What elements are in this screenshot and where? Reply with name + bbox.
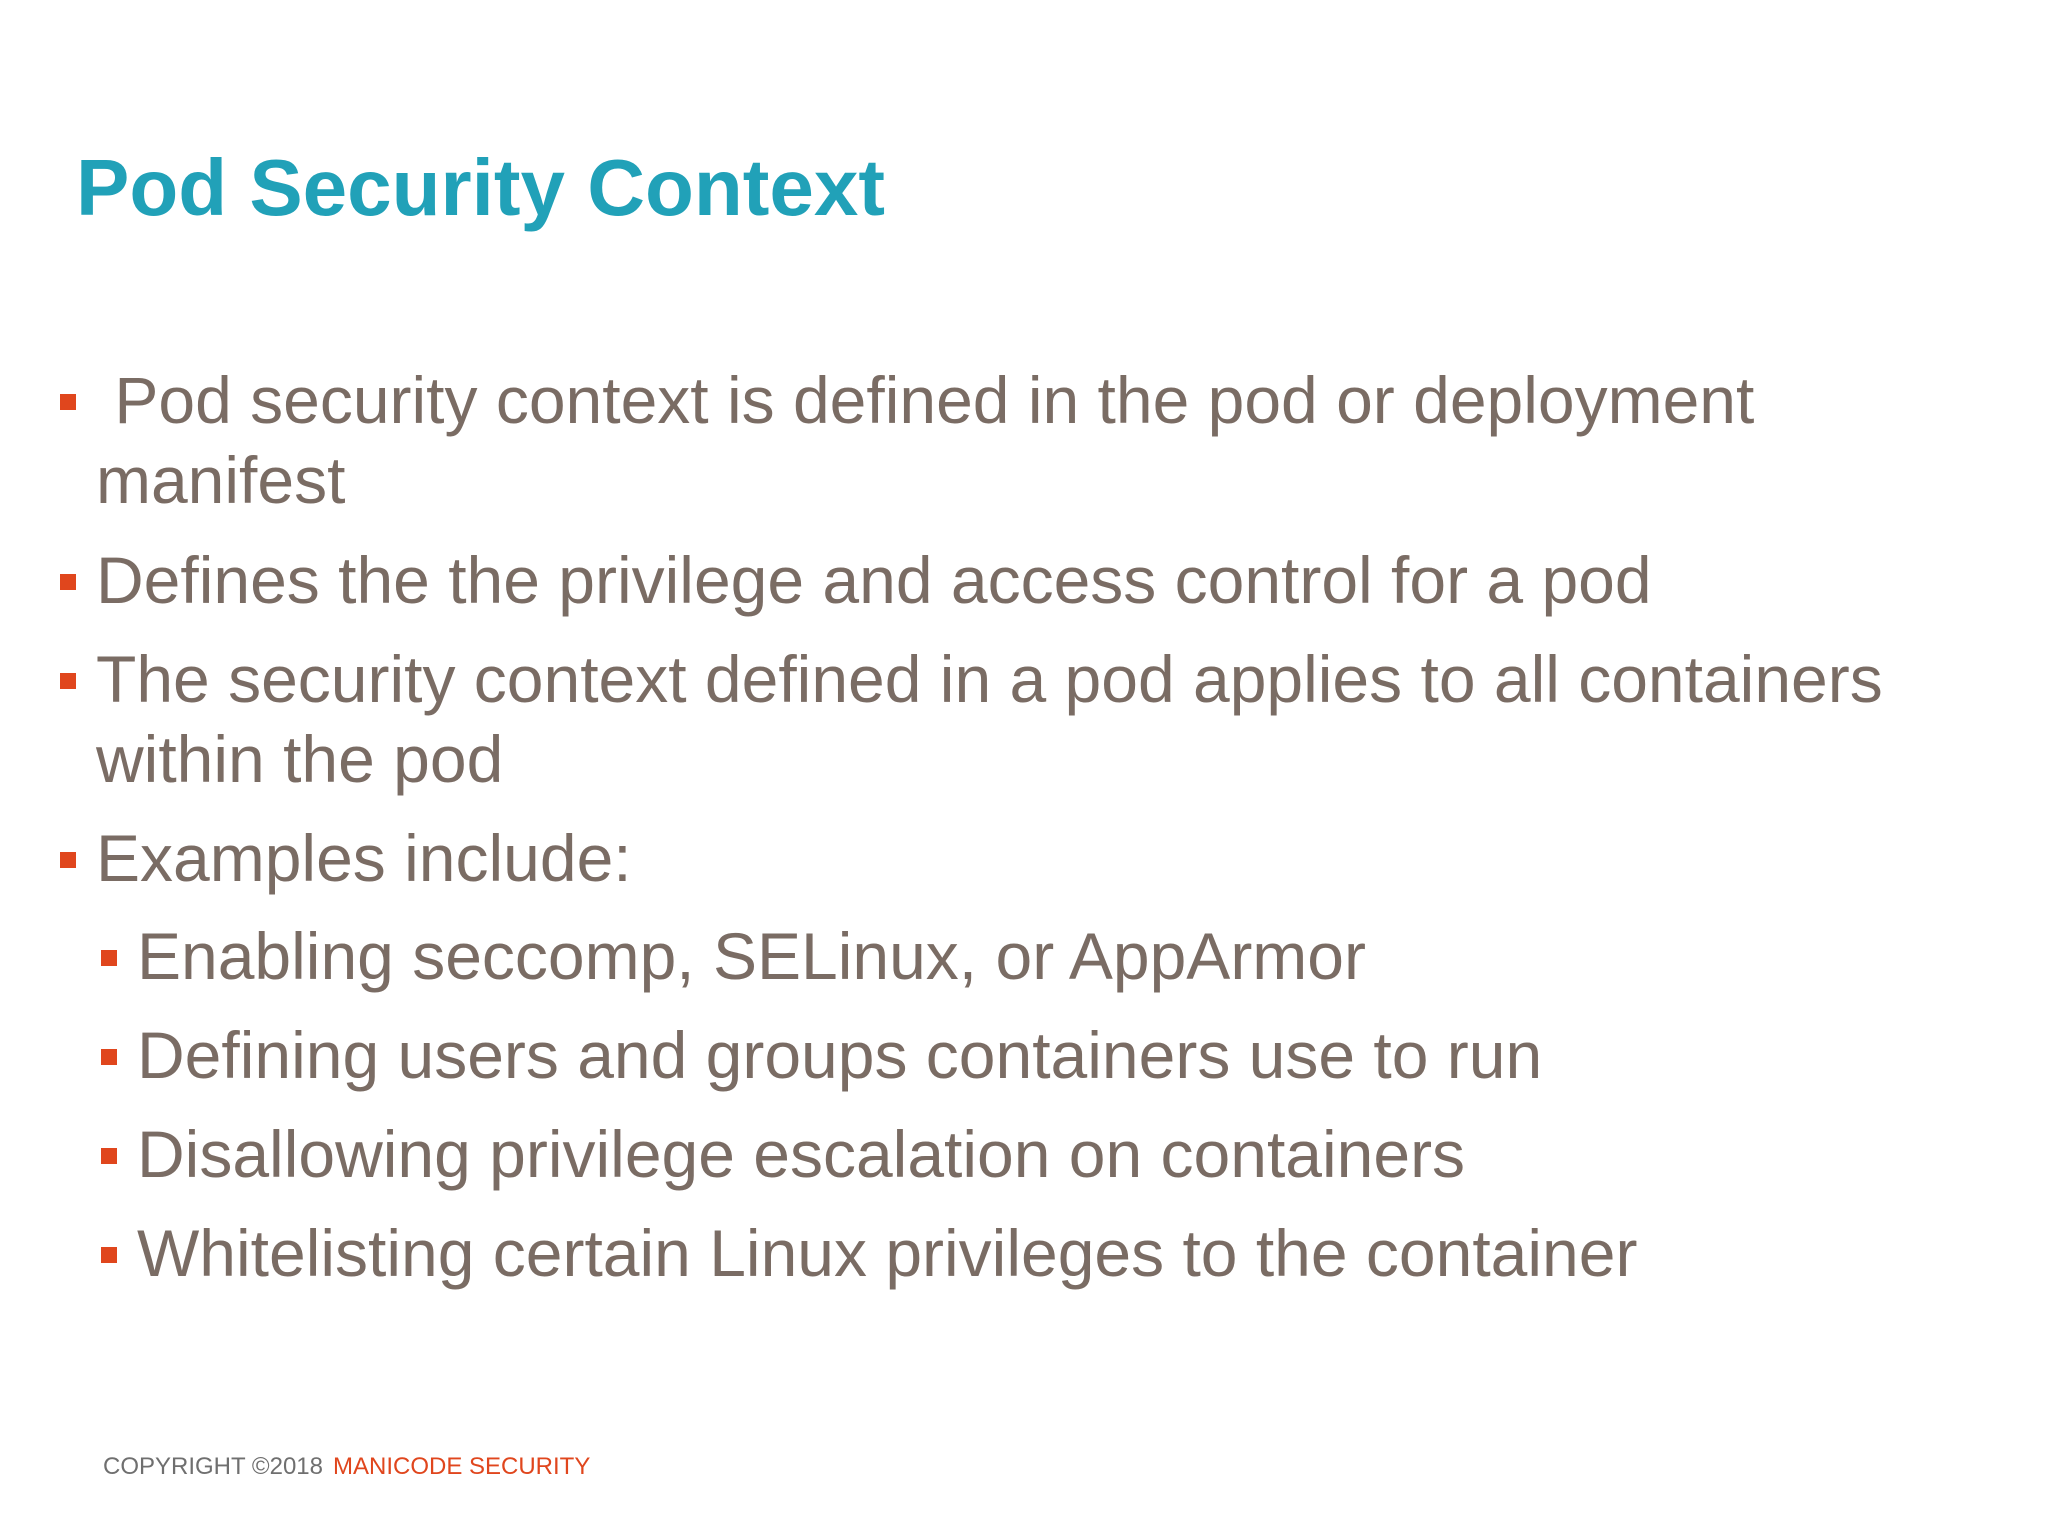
sub-bullet-item	[137, 916, 1997, 996]
square-bullet-icon	[60, 673, 76, 689]
sub-bullet-item	[137, 1114, 1997, 1194]
bullet-text: Pod security context is defined in the pod or deployment manifest	[96, 363, 1773, 517]
square-bullet-icon	[60, 852, 76, 868]
bullet-text: Examples include:	[96, 821, 632, 895]
bullet-text: The security context defined in a pod applies to all containers within the pod	[96, 642, 1883, 796]
bullet-text: Defines the the privilege and access control for a pod	[96, 543, 1652, 617]
square-bullet-icon	[60, 394, 76, 410]
footer	[103, 1452, 590, 1482]
bullet-item	[96, 818, 1996, 898]
sub-bullet-text: Disallowing privilege escalation on containers	[137, 1117, 1466, 1191]
bullet-item	[96, 639, 1996, 799]
square-bullet-icon	[101, 1148, 117, 1164]
square-bullet-icon	[60, 574, 76, 590]
copyright-text: COPYRIGHT ©2018	[103, 1453, 323, 1480]
sub-bullet-item	[137, 1213, 1997, 1293]
square-bullet-icon	[101, 1049, 117, 1065]
sub-bullet-text: Whitelisting certain Linux privileges to the container	[137, 1216, 1638, 1290]
slide-title: Pod Security Context	[76, 143, 886, 232]
square-bullet-icon	[101, 950, 117, 966]
sub-bullet-item	[137, 1015, 1997, 1095]
sub-bullet-text: Defining users and groups containers use to run	[137, 1018, 1543, 1092]
sub-bullet-text: Enabling seccomp, SELinux, or AppArmor	[137, 919, 1366, 993]
square-bullet-icon	[101, 1247, 117, 1263]
bullet-item	[96, 360, 1876, 520]
brand-text: MANICODE SECURITY	[332, 1453, 591, 1480]
bullet-item	[96, 540, 1996, 620]
